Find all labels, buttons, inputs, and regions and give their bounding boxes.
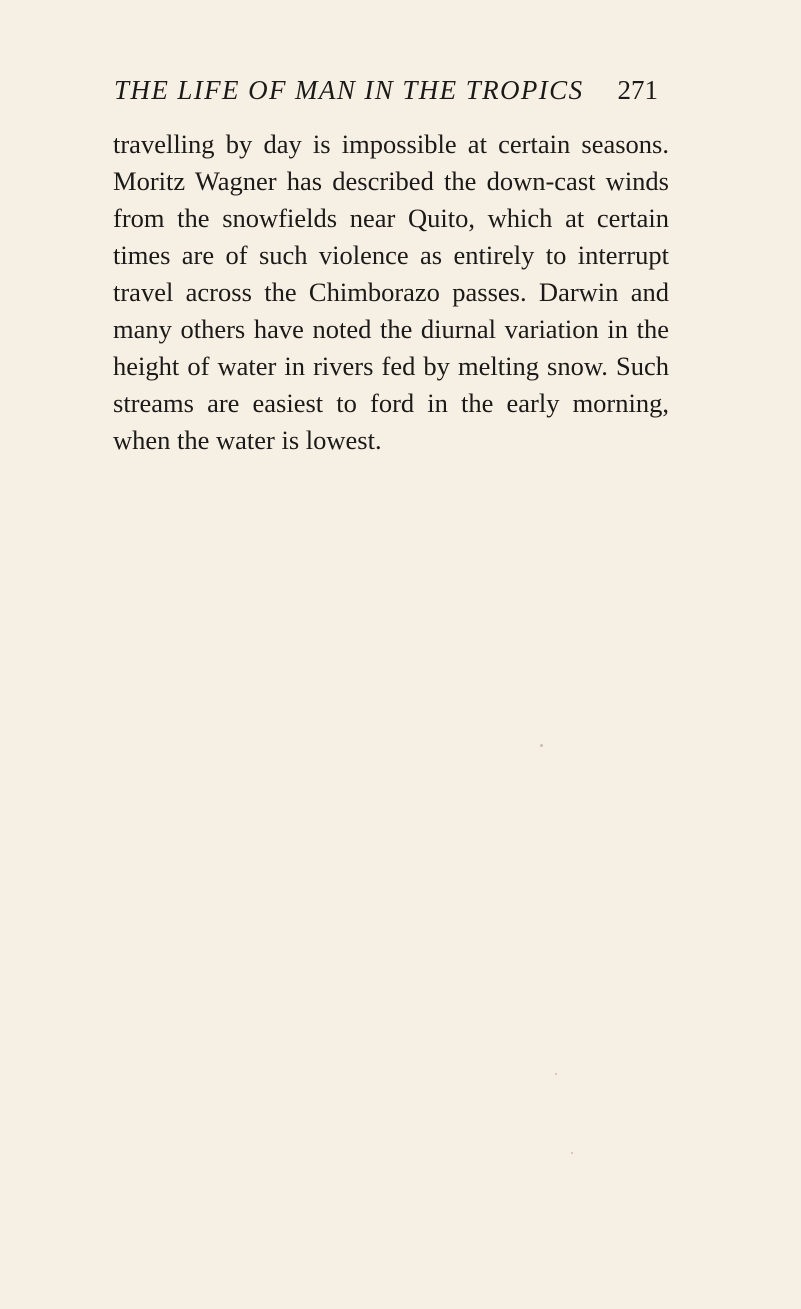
paper-speck	[571, 1152, 573, 1154]
running-title: THE LIFE OF MAN IN THE TROPICS	[114, 75, 584, 105]
paragraph-line: times are of such violence as entirely to interrupt	[113, 240, 669, 270]
running-head	[104, 72, 658, 108]
paragraph-line: from the snowfields near Quito, which at certain	[113, 203, 669, 233]
page-number: 271	[617, 75, 658, 105]
paragraph-line: Moritz Wagner has described the down-cast winds	[113, 166, 669, 196]
paragraph-line: streams are easiest to ford in the early morning,	[113, 388, 669, 418]
paper-speck	[540, 744, 543, 747]
paragraph-line: height of water in rivers fed by melting snow. Such	[113, 351, 669, 381]
paragraph-line: travelling by day is impossible at certain seasons.	[113, 129, 669, 159]
paragraph-line: when the water is lowest.	[113, 425, 382, 455]
paper-speck	[555, 1073, 557, 1075]
paragraph-line: travel across the Chimborazo passes. Darwin and	[113, 277, 669, 307]
paragraph-line: many others have noted the diurnal variation in the	[113, 314, 669, 344]
body-paragraph	[113, 126, 669, 459]
